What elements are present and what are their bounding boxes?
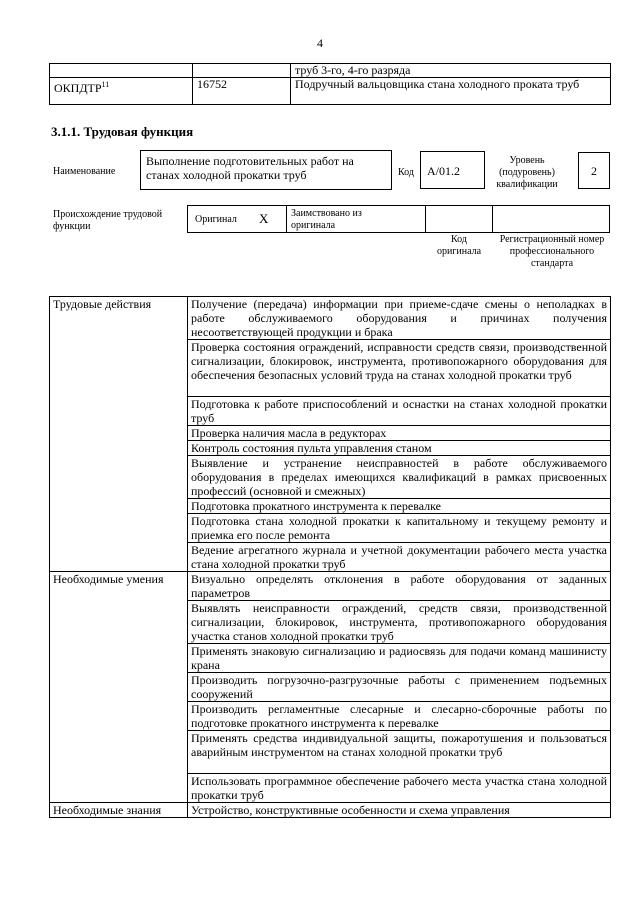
table-cell: Применять знаковую сигнализацию и радиосвязь для подачи команд машинисту крана [188, 644, 611, 673]
original-cell [187, 205, 287, 233]
function-name-value: Выполнение подготовительных работ на станах холодной прокатки труб [146, 154, 354, 182]
code-original-label: Код оригинала [436, 234, 482, 257]
table-cell: Производить регламентные слесарные и слесарно-сборочные работы по подготовке прокатного инструмента к перевалке [188, 702, 611, 731]
borrowed-label: Заимствовано из оригинала [291, 208, 362, 231]
table-cell: Получение (передача) информации при приеме-сдаче смены о неполадках в работе обслуживаемого оборудования и причинах получения несоответствующей продукции и брака [188, 297, 611, 340]
table-cell: Контроль состояния пульта управления станом [188, 441, 611, 456]
table-cell: Ведение агрегатного журнала и учетной документации рабочего места участка стана холодной прокатки труб [188, 543, 611, 572]
table-cell: Применять средства индивидуальной защиты, пожаротушения и пользоваться аварийным инструментом на станах холодной прокатки труб [188, 731, 611, 774]
table-cell: Проверка состояния ограждений, исправности средств связи, производственной сигнализации, блокировок, инструмента, противопожарного оборудования для обеспечения безопасных условий труда на станах холодной прокатки труб [188, 340, 611, 397]
code-original-cell [425, 205, 493, 233]
table-row [50, 64, 611, 78]
function-code-value: А/01.2 [427, 164, 460, 178]
table-cell: Использовать программное обеспечение рабочего места участка стана холодной прокатки труб [188, 774, 611, 803]
table-cell: Выявление и устранение неисправностей в работе обслуживаемого оборудования в пределах имеющихся квалификаций в рамках присвоенных профессий (основной и смежных) [188, 456, 611, 499]
level-value: 2 [591, 164, 597, 178]
function-code-box [420, 151, 485, 189]
original-mark: X [259, 211, 269, 226]
borrowed-cell [286, 205, 426, 233]
table-row [50, 78, 611, 105]
code-label: Код [398, 167, 414, 178]
classification-name: Подручный вальцовщика стана холодного проката труб [291, 78, 611, 105]
table-cell: Устройство, конструктивные особенности и схема управления [188, 803, 611, 818]
classification-name: труб 3-го, 4-го разряда [291, 64, 611, 78]
table-row [50, 572, 611, 601]
table-cell: Подготовка стана холодной прокатки к капитальному и текущему ремонту и приемка его после ремонта [188, 514, 611, 543]
classification-code [193, 64, 291, 78]
table-row [50, 297, 611, 340]
category-cell: Необходимые умения [50, 572, 188, 803]
category-cell: Необходимые знания [50, 803, 188, 818]
name-label: Наименование [53, 166, 116, 177]
classification-code-name [50, 64, 193, 78]
function-details-table [49, 296, 611, 818]
classification-code: 16752 [193, 78, 291, 105]
table-cell: Проверка наличия масла в редукторах [188, 426, 611, 441]
level-box [578, 152, 610, 189]
function-name-box [140, 150, 392, 190]
table-cell: Подготовка к работе приспособлений и оснастки на станах холодной прокатки труб [188, 397, 611, 426]
table-cell: Выявлять неисправности ограждений, средств связи, производственной сигнализации, блокировок, инструмента, противопожарного оборудования участка станов холодной прокатки труб [188, 601, 611, 644]
section-title: 3.1.1. Трудовая функция [51, 124, 194, 139]
table-cell: Подготовка прокатного инструмента к перевалке [188, 499, 611, 514]
level-label: Уровень (подуровень) квалификации [496, 155, 558, 190]
classification-table [49, 63, 611, 105]
classification-code-name: ОКПДТР$^{11}$ [50, 78, 193, 105]
category-cell: Трудовые действия [50, 297, 188, 572]
origin-label: Происхождение трудовой функции [53, 209, 163, 232]
original-label: Оригинал [195, 214, 237, 225]
reg-number-cell [492, 205, 610, 233]
page-number: 4 [317, 36, 323, 50]
reg-number-label: Регистрационный номер профессионального стандарта [499, 234, 605, 269]
table-cell: Производить погрузочно-разгрузочные работы с применением подъемных сооружений [188, 673, 611, 702]
table-cell: Визуально определять отклонения в работе оборудования от заданных параметров [188, 572, 611, 601]
table-row [50, 803, 611, 818]
